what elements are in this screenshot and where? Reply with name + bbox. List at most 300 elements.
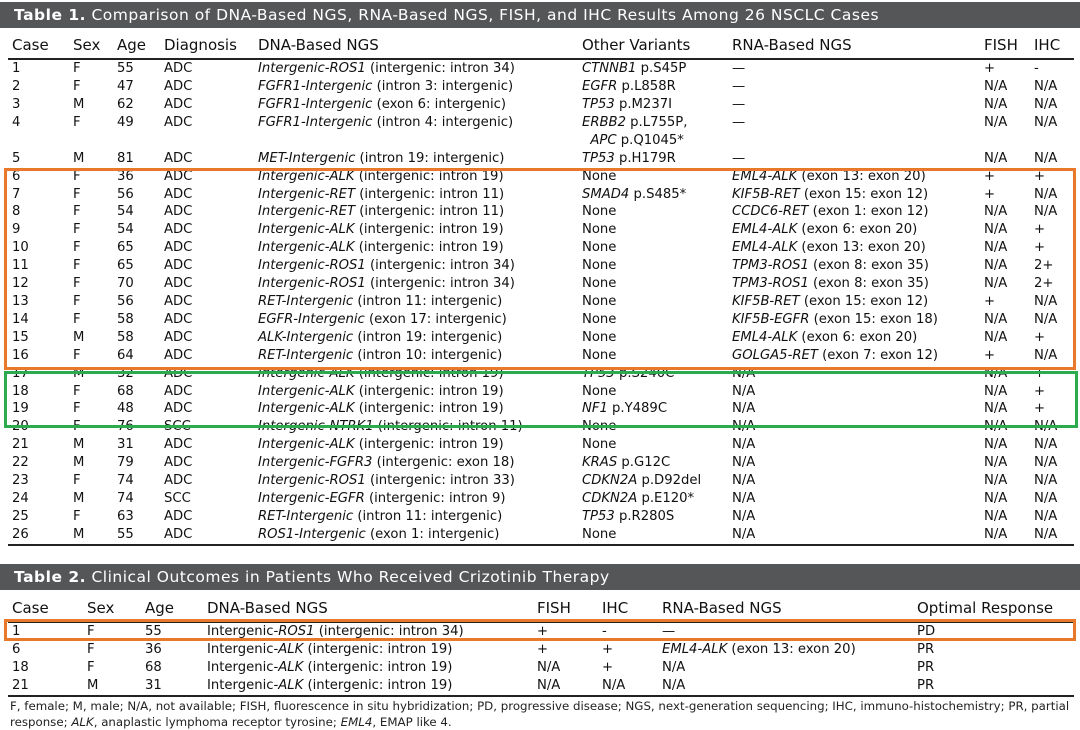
table1-cell-age: 74: [117, 490, 134, 506]
dna-fusion-gene: Intergenic-NTRK1: [258, 419, 374, 435]
dna-fusion-gene: FGFR1-Intergenic: [258, 78, 373, 94]
table1-row: [8, 383, 1074, 401]
table2-cell-response: PD: [917, 624, 936, 639]
table1-cell-dx: ADC: [164, 455, 193, 471]
table2-row: [8, 659, 1074, 677]
table1-cell-dna-ngs: [254, 239, 578, 257]
table2-cell-age: 31: [141, 677, 203, 696]
variant-gene: TP53: [582, 365, 615, 381]
table2-cell-response: PR: [917, 642, 935, 657]
rna-fusion-detail: —: [732, 61, 746, 76]
table1-cell-sex: M: [73, 150, 85, 166]
table1-cell-dna-ngs: [254, 526, 578, 545]
table1-cell-ihc: N/A: [1034, 186, 1058, 202]
table1-cell-fish: +: [984, 186, 996, 202]
dna-fusion-gene: RET-Intergenic: [258, 508, 354, 524]
dna-fusion-detail: (intergenic: intron 19): [354, 222, 504, 238]
table1-cell-dna-ngs: [254, 347, 578, 365]
table1-cell-sex: F: [73, 78, 81, 94]
rna-fusion-detail: (exon 15: exon 12): [799, 293, 929, 309]
table1-cell-fish: N/A: [984, 455, 1008, 471]
table1-header-cell: Other Variants: [578, 31, 728, 59]
table1-row: [8, 365, 1074, 383]
table2-cell-rna-ngs: [658, 622, 913, 641]
table1-cell-other-variants: [578, 526, 728, 545]
rna-fusion-detail: N/A: [732, 419, 756, 435]
dna-fusion-detail: (intron 19: intergenic): [355, 150, 505, 166]
table1-cell-dna-ngs: [254, 293, 578, 311]
table1-title-text: Comparison of DNA-Based NGS, RNA-Based NGS, FISH, and IHC Results Among 26 NSCLC Cases: [91, 6, 880, 24]
dna-fusion-gene: Intergenic-ALK: [258, 240, 355, 256]
table1-cell-rna-ngs: [728, 526, 980, 545]
table1-cell-dna-ngs: [254, 114, 578, 150]
table1-cell-fish: +: [984, 168, 996, 184]
table1-cell-age: 79: [117, 455, 134, 471]
table2-cell-age: 68: [145, 660, 162, 675]
table1-cell-dx: ADC: [164, 78, 193, 94]
rna-fusion-gene: CCDC6-RET: [732, 204, 809, 220]
table1-cell-rna-ngs: [728, 221, 980, 239]
table1-cell-age: 55: [113, 526, 160, 545]
dna-fusion-gene: Intergenic-ALK: [258, 437, 355, 453]
table1-cell-other-variants: [578, 275, 728, 293]
table1-cell-sex: F: [73, 114, 81, 130]
variant-detail: None: [582, 240, 617, 256]
table2-cell-dna-ngs: [203, 641, 533, 659]
table1-cell-ihc: N/A: [1034, 311, 1058, 327]
table1-cell-other-variants: [578, 239, 728, 257]
table1-cell-case: 8: [12, 204, 21, 220]
table1-row: [8, 114, 1074, 150]
dna-fusion-gene: ALK: [278, 660, 304, 675]
table1-cell-ihc: N/A: [1034, 437, 1058, 453]
table2-cell-case: 18: [12, 660, 29, 675]
table1-cell-ihc: 2+: [1034, 276, 1054, 292]
table2-cell-fish: +: [537, 642, 549, 657]
table1-cell-age: 70: [117, 276, 134, 292]
table1-cell-age: 49: [117, 114, 134, 130]
table1-cell-other-variants: [578, 400, 728, 418]
table1-cell-dna-ngs: [254, 454, 578, 472]
variant-gene: SMAD4: [582, 186, 630, 202]
table1-cell-rna-ngs: [728, 311, 980, 329]
table1-cell-dx: ADC: [164, 96, 193, 112]
table1-cell-dx: SCC: [164, 419, 191, 435]
table1-cell-age: 76: [117, 419, 134, 435]
table1-header-cell: Sex: [69, 31, 113, 59]
table1-header-row: [8, 31, 1074, 59]
table1-cell-age: 65: [117, 240, 134, 256]
variant-detail: None: [582, 329, 617, 345]
table1-cell-dx: ADC: [164, 437, 193, 453]
table1-cell-dna-ngs: [254, 275, 578, 293]
dna-fusion-detail: (exon 17: intergenic): [364, 311, 507, 327]
rna-fusion-detail: N/A: [732, 365, 756, 381]
table1-cell-ihc: 2+: [1034, 258, 1054, 274]
variant-detail: None: [582, 437, 617, 453]
table1-cell-sex: M: [69, 526, 113, 545]
table2-cell-dna-ngs: [203, 622, 533, 641]
table1-cell-ihc: +: [1034, 240, 1046, 256]
rna-fusion-detail: N/A: [732, 401, 756, 417]
table1-row: [8, 221, 1074, 239]
table1-cell-age: 62: [117, 96, 134, 112]
table1-cell-fish: N/A: [984, 311, 1008, 327]
table1-cell-ihc: +: [1034, 365, 1046, 381]
table2-header-cell: RNA-Based NGS: [658, 594, 913, 622]
table1-row: [8, 454, 1074, 472]
table1-cell-dx: ADC: [164, 311, 193, 327]
dna-fusion-detail: (intron 10: intergenic): [353, 347, 503, 363]
table1-cell-age: 56: [117, 293, 134, 309]
table1-cell-sex: F: [73, 311, 81, 327]
table1-header-cell: FISH: [980, 31, 1030, 59]
table1-cell-age: 63: [117, 508, 134, 524]
dna-fusion-prefix: Intergenic-: [207, 660, 279, 675]
rna-fusion-detail: (exon 13: exon 20): [797, 168, 926, 184]
rna-fusion-detail: N/A: [732, 473, 756, 489]
table1-cell-sex: F: [73, 383, 81, 399]
table2-header-cell: DNA-Based NGS: [203, 594, 533, 622]
table1-cell-case: 23: [12, 473, 29, 489]
variant-detail: None: [582, 526, 617, 542]
dna-fusion-gene: Intergenic-ALK: [258, 222, 355, 238]
table1-cell-fish: N/A: [980, 526, 1030, 545]
dna-fusion-prefix: Intergenic-: [207, 624, 279, 639]
table1-cell-fish: N/A: [984, 240, 1008, 256]
table1-cell-case: 5: [12, 150, 21, 166]
table1-cell-rna-ngs: [728, 150, 980, 168]
dna-fusion-detail: (intergenic: intron 19): [354, 365, 504, 381]
table1-cell-dna-ngs: [254, 221, 578, 239]
table1-cell-sex: M: [73, 365, 85, 381]
variant-detail: None: [582, 419, 617, 435]
table1-cell-rna-ngs: [728, 168, 980, 186]
table1-cell-dx: ADC: [160, 526, 254, 545]
rna-fusion-detail: (exon 13: exon 20): [797, 240, 926, 256]
dna-fusion-gene: ROS1-Intergenic: [258, 526, 366, 542]
variant-detail: None: [582, 168, 617, 184]
table2-header-row: [8, 594, 1074, 622]
table1-cell-other-variants: [578, 454, 728, 472]
dna-fusion-detail: (intron 4: intergenic): [372, 114, 514, 130]
table2-cell-age: 55: [145, 624, 162, 639]
table1: [8, 31, 1074, 546]
variant-detail: p.E120*: [637, 490, 695, 506]
table1-row: [8, 293, 1074, 311]
table1-cell-ihc: N/A: [1034, 78, 1058, 94]
dna-fusion-gene: FGFR1-Intergenic: [258, 114, 373, 130]
variant-detail: None: [582, 204, 617, 220]
table1-cell-age: 54: [117, 204, 134, 220]
table1-header-cell: RNA-Based NGS: [728, 31, 980, 59]
rna-fusion-gene: KIF5B-RET: [732, 186, 800, 202]
table2-header-cell: Sex: [83, 594, 141, 622]
table1-cell-dna-ngs: [254, 508, 578, 526]
rna-fusion-detail: (exon 6: exon 20): [797, 222, 918, 238]
table1-cell-sex: F: [73, 508, 81, 524]
dna-fusion-detail: (intergenic: intron 34): [365, 258, 515, 274]
dna-fusion-detail: (intron 11: intergenic): [353, 508, 503, 524]
table1-cell-other-variants: [578, 78, 728, 96]
table1-cell-dx: ADC: [164, 258, 193, 274]
table1-cell-rna-ngs: [728, 59, 980, 78]
table1-cell-age: 65: [117, 258, 134, 274]
table1-cell-dx: ADC: [164, 204, 193, 220]
table2-header-cell: FISH: [533, 594, 598, 622]
variant-detail: p.G12C: [617, 455, 671, 471]
footnote-text-2: , anaplastic lymphoma receptor tyrosine;: [93, 714, 341, 729]
table1-cell-other-variants: [578, 293, 728, 311]
table1-cell-sex: M: [73, 455, 85, 471]
table1-cell-fish: N/A: [984, 365, 1008, 381]
dna-fusion-prefix: Intergenic-: [207, 642, 279, 657]
table1-cell-other-variants: [578, 186, 728, 204]
dna-fusion-detail: (intergenic: intron 11): [355, 204, 505, 220]
table1-cell-case: 11: [12, 258, 29, 274]
table1-cell-age: 48: [117, 401, 134, 417]
table1-cell-dna-ngs: [254, 383, 578, 401]
table1-cell-other-variants: [578, 418, 728, 436]
table1-cell-dx: ADC: [164, 401, 193, 417]
table1-cell-fish: +: [984, 347, 996, 363]
dna-fusion-gene: ALK: [278, 642, 304, 657]
variant-gene: KRAS: [582, 455, 618, 471]
rna-fusion-detail: N/A: [732, 490, 756, 506]
table1-cell-case: 2: [12, 78, 21, 94]
rna-fusion-detail: N/A: [732, 437, 756, 453]
table1-cell-case: 25: [12, 508, 29, 524]
table1-header-cell: DNA-Based NGS: [254, 31, 578, 59]
table1-row: [8, 418, 1074, 436]
table2-title: [0, 564, 1080, 590]
table1-cell-dna-ngs: [254, 150, 578, 168]
table1-cell-ihc: +: [1034, 222, 1046, 238]
table2-cell-ihc: -: [602, 624, 607, 639]
table1-row: [8, 150, 1074, 168]
rna-fusion-gene: EML4-ALK: [732, 329, 798, 345]
dna-fusion-detail: (intergenic: intron 34): [365, 61, 515, 76]
table1-cell-sex: F: [73, 419, 81, 435]
variant-gene: EGFR: [582, 78, 618, 94]
table1-row: [8, 490, 1074, 508]
variant-detail: None: [582, 311, 617, 327]
table1-row: [8, 436, 1074, 454]
table1-cell-rna-ngs: [728, 239, 980, 257]
table1-cell-other-variants: [578, 311, 728, 329]
variant-detail: p.M237I: [614, 96, 672, 112]
table1-cell-rna-ngs: [728, 436, 980, 454]
table1-cell-fish: N/A: [984, 78, 1008, 94]
table2-cell-fish: +: [537, 624, 549, 639]
table1-cell-fish: N/A: [984, 114, 1008, 130]
table1-cell-dna-ngs: [254, 329, 578, 347]
footnote-eml4: EML4: [340, 714, 373, 729]
dna-fusion-detail: (intergenic: intron 19): [354, 437, 504, 453]
table1-cell-ihc: N/A: [1034, 293, 1058, 309]
table1-cell-rna-ngs: [728, 96, 980, 114]
table1-row: [8, 329, 1074, 347]
table1-cell-dna-ngs: [254, 168, 578, 186]
dna-fusion-detail: (exon 1: intergenic): [365, 526, 500, 542]
table1-cell-dx: ADC: [164, 293, 193, 309]
table1-cell-case: 7: [12, 186, 21, 202]
rna-fusion-detail: (exon 15: exon 18): [809, 311, 938, 327]
rna-fusion-detail: —: [732, 150, 746, 166]
rna-fusion-detail: (exon 1: exon 12): [808, 204, 929, 220]
dna-fusion-detail: (intron 3: intergenic): [372, 78, 514, 94]
table1-cell-other-variants: [578, 150, 728, 168]
footnote-text-3: , EMAP like 4.: [372, 714, 452, 729]
dna-fusion-gene: Intergenic-RET: [258, 186, 356, 202]
table1-cell-sex: F: [73, 61, 81, 76]
dna-fusion-detail: (intergenic: intron 33): [365, 473, 515, 489]
table1-cell-dx: ADC: [164, 114, 193, 130]
rna-fusion-detail: —: [732, 78, 746, 94]
table1-header-cell: Diagnosis: [160, 31, 254, 59]
table2-row: [8, 622, 1074, 641]
table1-cell-dx: ADC: [164, 383, 193, 399]
table1-cell-sex: F: [73, 258, 81, 274]
dna-fusion-gene: ALK: [278, 678, 304, 693]
table1-cell-other-variants: [578, 383, 728, 401]
table2-cell-ihc: +: [602, 660, 614, 675]
table1-cell-case: 18: [12, 383, 29, 399]
table1-cell-age: 81: [117, 150, 134, 166]
variant-gene: TP53: [582, 150, 615, 166]
dna-fusion-gene: Intergenic-RET: [258, 204, 356, 220]
table1-cell-dx: ADC: [164, 329, 193, 345]
table1-row: [8, 78, 1074, 96]
table1-cell-sex: F: [73, 347, 81, 363]
table1-cell-case: 1: [12, 61, 21, 76]
dna-fusion-detail: (intergenic: intron 34): [365, 276, 515, 292]
table1-cell-ihc: N/A: [1034, 419, 1058, 435]
table1-row: [8, 257, 1074, 275]
table1-cell-fish: +: [984, 61, 996, 76]
rna-fusion-gene: GOLGA5-RET: [732, 347, 818, 363]
table1-cell-dx: ADC: [164, 347, 193, 363]
table1-cell-dna-ngs: [254, 365, 578, 383]
table1-cell-age: 31: [117, 437, 134, 453]
table1-cell-rna-ngs: [728, 472, 980, 490]
table1-cell-fish: N/A: [984, 276, 1008, 292]
table2-row: [8, 677, 1074, 696]
variant-detail: None: [582, 347, 617, 363]
table1-title-label: Table 1.: [14, 6, 87, 24]
table1-cell-sex: M: [73, 437, 85, 453]
dna-fusion-detail: (intergenic: intron 19): [303, 642, 453, 657]
table1-cell-rna-ngs: [728, 418, 980, 436]
rna-fusion-gene: EML4-ALK: [662, 642, 728, 657]
variant-detail: p.L858R: [617, 78, 676, 94]
table1-cell-age: 64: [117, 347, 134, 363]
rna-fusion-detail: —: [732, 96, 746, 112]
table1-cell-ihc: N/A: [1034, 508, 1058, 524]
table1-cell-ihc: +: [1034, 168, 1046, 184]
table1-cell-age: 58: [117, 311, 134, 327]
variant-detail: None: [582, 258, 617, 274]
table2-cell-sex: F: [87, 660, 95, 675]
dna-fusion-gene: ROS1: [278, 624, 315, 639]
rna-fusion-gene: EML4-ALK: [732, 240, 798, 256]
table1-cell-case: 16: [12, 347, 29, 363]
table1-cell-age: 54: [117, 222, 134, 238]
table1-cell-dna-ngs: [254, 490, 578, 508]
table1-cell-rna-ngs: [728, 203, 980, 221]
dna-fusion-gene: Intergenic-ROS1: [258, 61, 366, 76]
table2-title-text: Clinical Outcomes in Patients Who Received Crizotinib Therapy: [91, 568, 610, 586]
table1-cell-fish: N/A: [984, 222, 1008, 238]
table1-cell-other-variants: [578, 257, 728, 275]
table1-cell-sex: F: [73, 276, 81, 292]
table1-cell-dx: ADC: [164, 186, 193, 202]
table1-header-cell: IHC: [1030, 31, 1074, 59]
table1-cell-rna-ngs: [728, 508, 980, 526]
dna-fusion-gene: RET-Intergenic: [258, 293, 354, 309]
table1-cell-dna-ngs: [254, 436, 578, 454]
table1-cell-age: 58: [117, 329, 134, 345]
table2-cell-sex: F: [87, 624, 95, 639]
table1-cell-dna-ngs: [254, 257, 578, 275]
table1-cell-fish: N/A: [984, 419, 1008, 435]
table1-cell-sex: M: [73, 96, 85, 112]
table1-cell-case: 14: [12, 311, 29, 327]
table1-cell-sex: M: [73, 490, 85, 506]
table1-cell-sex: F: [73, 186, 81, 202]
rna-fusion-detail: N/A: [732, 508, 756, 524]
table1-cell-case: 12: [12, 276, 29, 292]
variant-detail: p.L755P,: [625, 114, 688, 130]
table1-cell-dna-ngs: [254, 186, 578, 204]
variant-gene: TP53: [582, 508, 615, 524]
rna-fusion-gene: KIF5B-RET: [732, 293, 800, 309]
table2-row: [8, 641, 1074, 659]
table1-cell-sex: M: [73, 329, 85, 345]
rna-fusion-detail: N/A: [732, 383, 756, 399]
dna-fusion-detail: (intergenic: exon 18): [372, 455, 515, 471]
table1-cell-age: 47: [117, 78, 134, 94]
dna-fusion-detail: (intergenic: intron 19): [354, 383, 504, 399]
table1-cell-dx: ADC: [164, 508, 193, 524]
dna-fusion-gene: Intergenic-ROS1: [258, 276, 366, 292]
table1-cell-fish: N/A: [984, 490, 1008, 506]
table1-cell-other-variants: [578, 168, 728, 186]
table2-cell-sex: F: [87, 642, 95, 657]
table1-cell-age: 68: [117, 383, 134, 399]
table1-cell-rna-ngs: [728, 347, 980, 365]
dna-fusion-gene: Intergenic-ALK: [258, 383, 355, 399]
table1-cell-ihc: +: [1034, 383, 1046, 399]
table2-cell-sex: M: [83, 677, 141, 696]
table1-cell-rna-ngs: [728, 275, 980, 293]
table1-cell-dna-ngs: [254, 311, 578, 329]
variant-detail: p.R280S: [614, 508, 675, 524]
table1-cell-dna-ngs: [254, 96, 578, 114]
table2-header-cell: IHC: [598, 594, 658, 622]
table1-cell-other-variants: [578, 221, 728, 239]
table1-cell-fish: N/A: [984, 401, 1008, 417]
variant-detail: p.Q1045*: [616, 132, 684, 148]
rna-fusion-gene: TPM3-ROS1: [732, 258, 809, 274]
dna-fusion-gene: Intergenic-ALK: [258, 365, 355, 381]
dna-fusion-gene: MET-Intergenic: [258, 150, 356, 166]
table1-cell-dx: ADC: [164, 150, 193, 166]
table1-cell-case: 26: [8, 526, 69, 545]
table1-cell-rna-ngs: [728, 490, 980, 508]
table1-row: [8, 347, 1074, 365]
table2-cell-dna-ngs: [203, 677, 533, 696]
